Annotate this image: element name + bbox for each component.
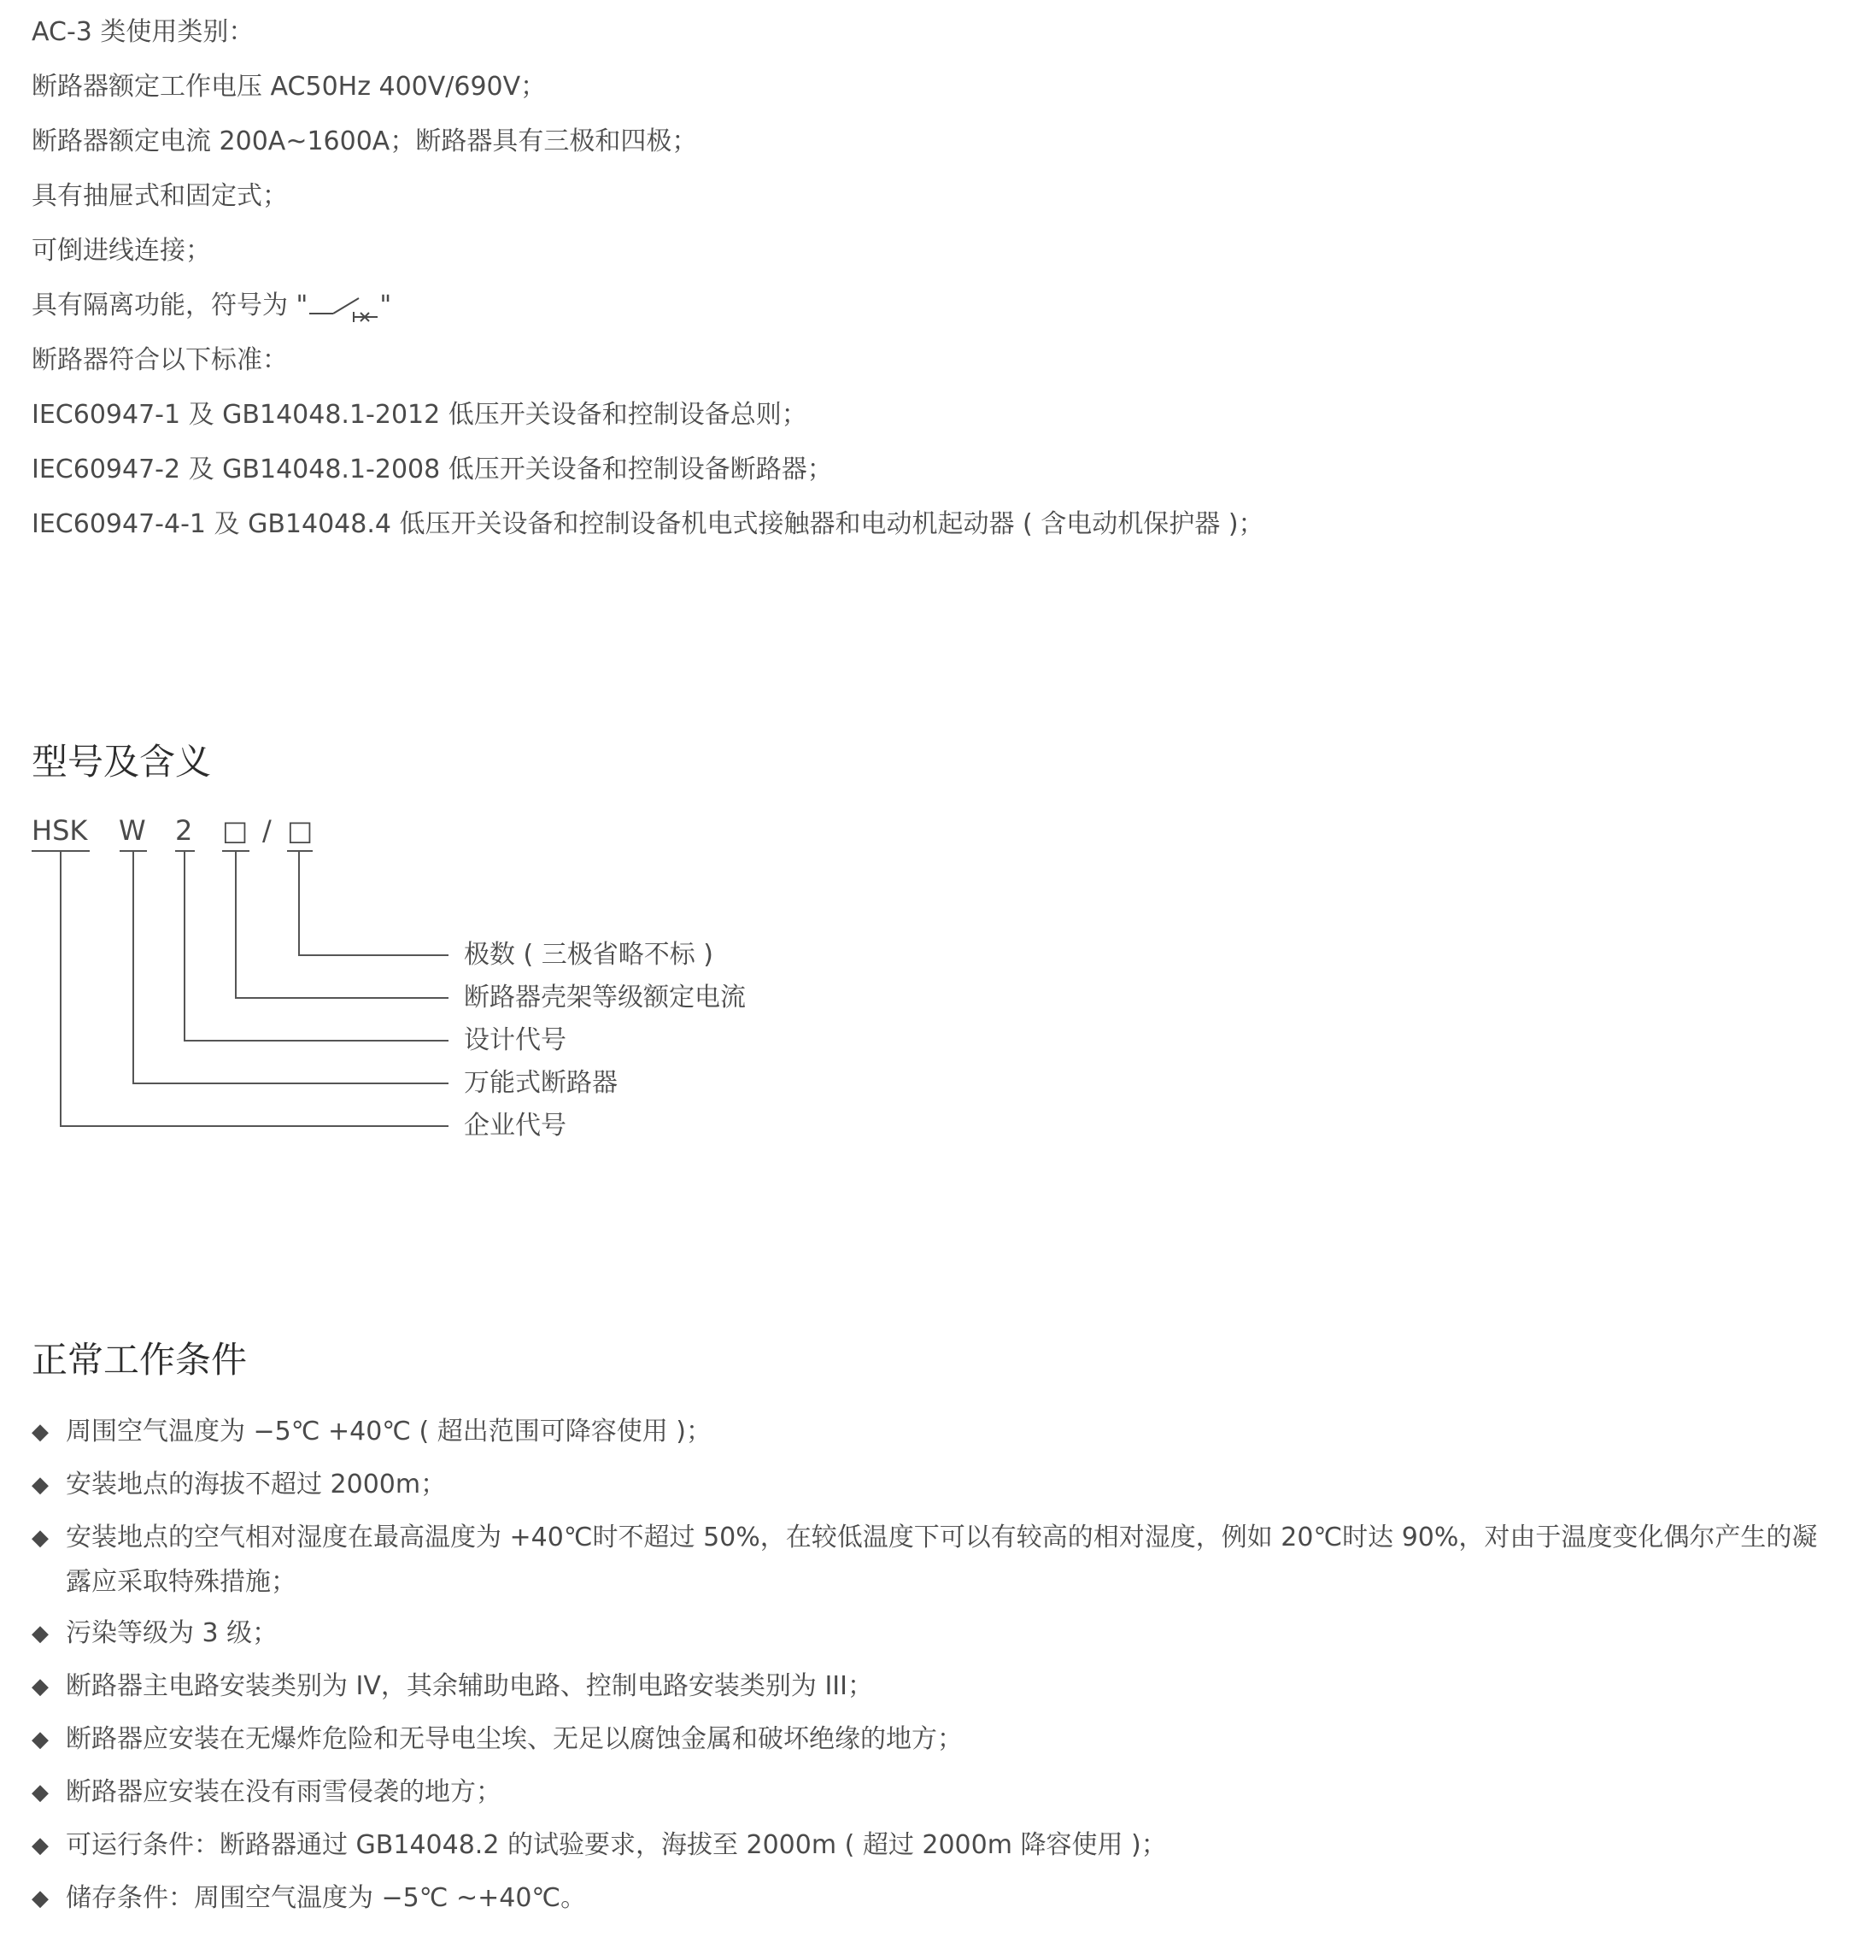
model-code-w: W xyxy=(119,814,146,847)
condition-text: 断路器应安装在没有雨雪侵袭的地方； xyxy=(66,1777,501,1807)
isolation-quote-close: " xyxy=(379,290,392,320)
condition-text: 储存条件：周围空气温度为 −5℃ ~+40℃。 xyxy=(66,1883,587,1913)
intro-line-standard-3: IEC60947-4-1 及 GB14048.4 低压开关设备和控制设备机电式接触器和电动机起动器 ( 含电动机保护器 )； xyxy=(32,509,1264,539)
condition-item xyxy=(32,1823,1843,1868)
intro-line-standard-1: IEC60947-1 及 GB14048.1-2012 低压开关设备和控制设备总则； xyxy=(32,400,807,430)
condition-item xyxy=(32,1664,1843,1709)
model-label-design-code: 设计代号 xyxy=(464,1025,566,1055)
intro-line-reverse-feed: 可倒进线连接； xyxy=(32,236,211,266)
condition-text: 周围空气温度为 −5℃ +40℃ ( 超出范围可降容使用 )； xyxy=(66,1417,712,1447)
condition-text: 安装地点的海拔不超过 2000m； xyxy=(66,1470,447,1499)
model-code-hsk: HSK xyxy=(32,814,88,847)
intro-line-rated-voltage: 断路器额定工作电压 AC50Hz 400V/690V； xyxy=(32,72,547,102)
diamond-bullet-icon: ◆ xyxy=(32,1621,49,1646)
diamond-bullet-icon: ◆ xyxy=(32,1419,49,1445)
diamond-bullet-icon: ◆ xyxy=(32,1780,49,1805)
diamond-bullet-icon: ◆ xyxy=(32,1886,49,1911)
model-label-universal-breaker: 万能式断路器 xyxy=(464,1068,618,1098)
condition-item xyxy=(32,1770,1843,1815)
intro-line-usage-category: AC-3 类使用类别： xyxy=(32,17,255,47)
condition-item xyxy=(32,1410,1843,1454)
isolation-text: 具有隔离功能，符号为 " xyxy=(32,290,308,320)
condition-item xyxy=(32,1463,1843,1507)
intro-line-isolation xyxy=(32,289,391,324)
condition-item xyxy=(32,1876,1843,1921)
condition-text: 可运行条件：断路器通过 GB14048.2 的试验要求，海拔至 2000m ( 超过 2000m 降容使用 )； xyxy=(66,1830,1167,1860)
conditions-heading: 正常工作条件 xyxy=(32,1339,248,1381)
intro-line-mounting-type: 具有抽屉式和固定式； xyxy=(32,181,288,211)
condition-text: 断路器应安装在无爆炸危险和无导电尘埃、无足以腐蚀金属和破坏绝缘的地方； xyxy=(66,1724,963,1754)
condition-text: 安装地点的空气相对湿度在最高温度为 +40℃时不超过 50%，在较低温度下可以有较高的相对湿度，例如 20℃时达 90%，对由于温度变化偶尔产生的凝露应采取特殊措施； xyxy=(66,1523,1818,1597)
diamond-bullet-icon: ◆ xyxy=(32,1674,49,1699)
diamond-bullet-icon: ◆ xyxy=(32,1525,49,1551)
condition-item xyxy=(32,1516,1843,1605)
model-label-frame-current: 断路器壳架等级额定电流 xyxy=(464,983,746,1012)
intro-line-rated-current: 断路器额定电流 200A~1600A；断路器具有三极和四极； xyxy=(32,126,698,156)
condition-item xyxy=(32,1717,1843,1762)
model-label-company-code: 企业代号 xyxy=(464,1111,566,1141)
model-heading: 型号及含义 xyxy=(32,741,212,783)
model-code-box-2: □ xyxy=(287,814,314,847)
diamond-bullet-icon: ◆ xyxy=(32,1833,49,1858)
diamond-bullet-icon: ◆ xyxy=(32,1472,49,1498)
intro-line-standards-title: 断路器符合以下标准： xyxy=(32,345,288,375)
model-code-box-1: □ xyxy=(222,814,249,847)
model-code-2: 2 xyxy=(175,814,193,847)
isolator-switch-icon xyxy=(308,290,379,324)
model-code-slash: / xyxy=(262,814,272,847)
condition-text: 断路器主电路安装类别为 IV，其余辅助电路、控制电路安装类别为 III； xyxy=(66,1671,873,1701)
condition-item xyxy=(32,1611,1843,1656)
model-label-poles: 极数 ( 三极省略不标 ) xyxy=(464,940,714,970)
intro-line-standard-2: IEC60947-2 及 GB14048.1-2008 低压开关设备和控制设备断路器； xyxy=(32,455,833,484)
condition-text: 污染等级为 3 级； xyxy=(66,1618,278,1648)
diamond-bullet-icon: ◆ xyxy=(32,1727,49,1752)
